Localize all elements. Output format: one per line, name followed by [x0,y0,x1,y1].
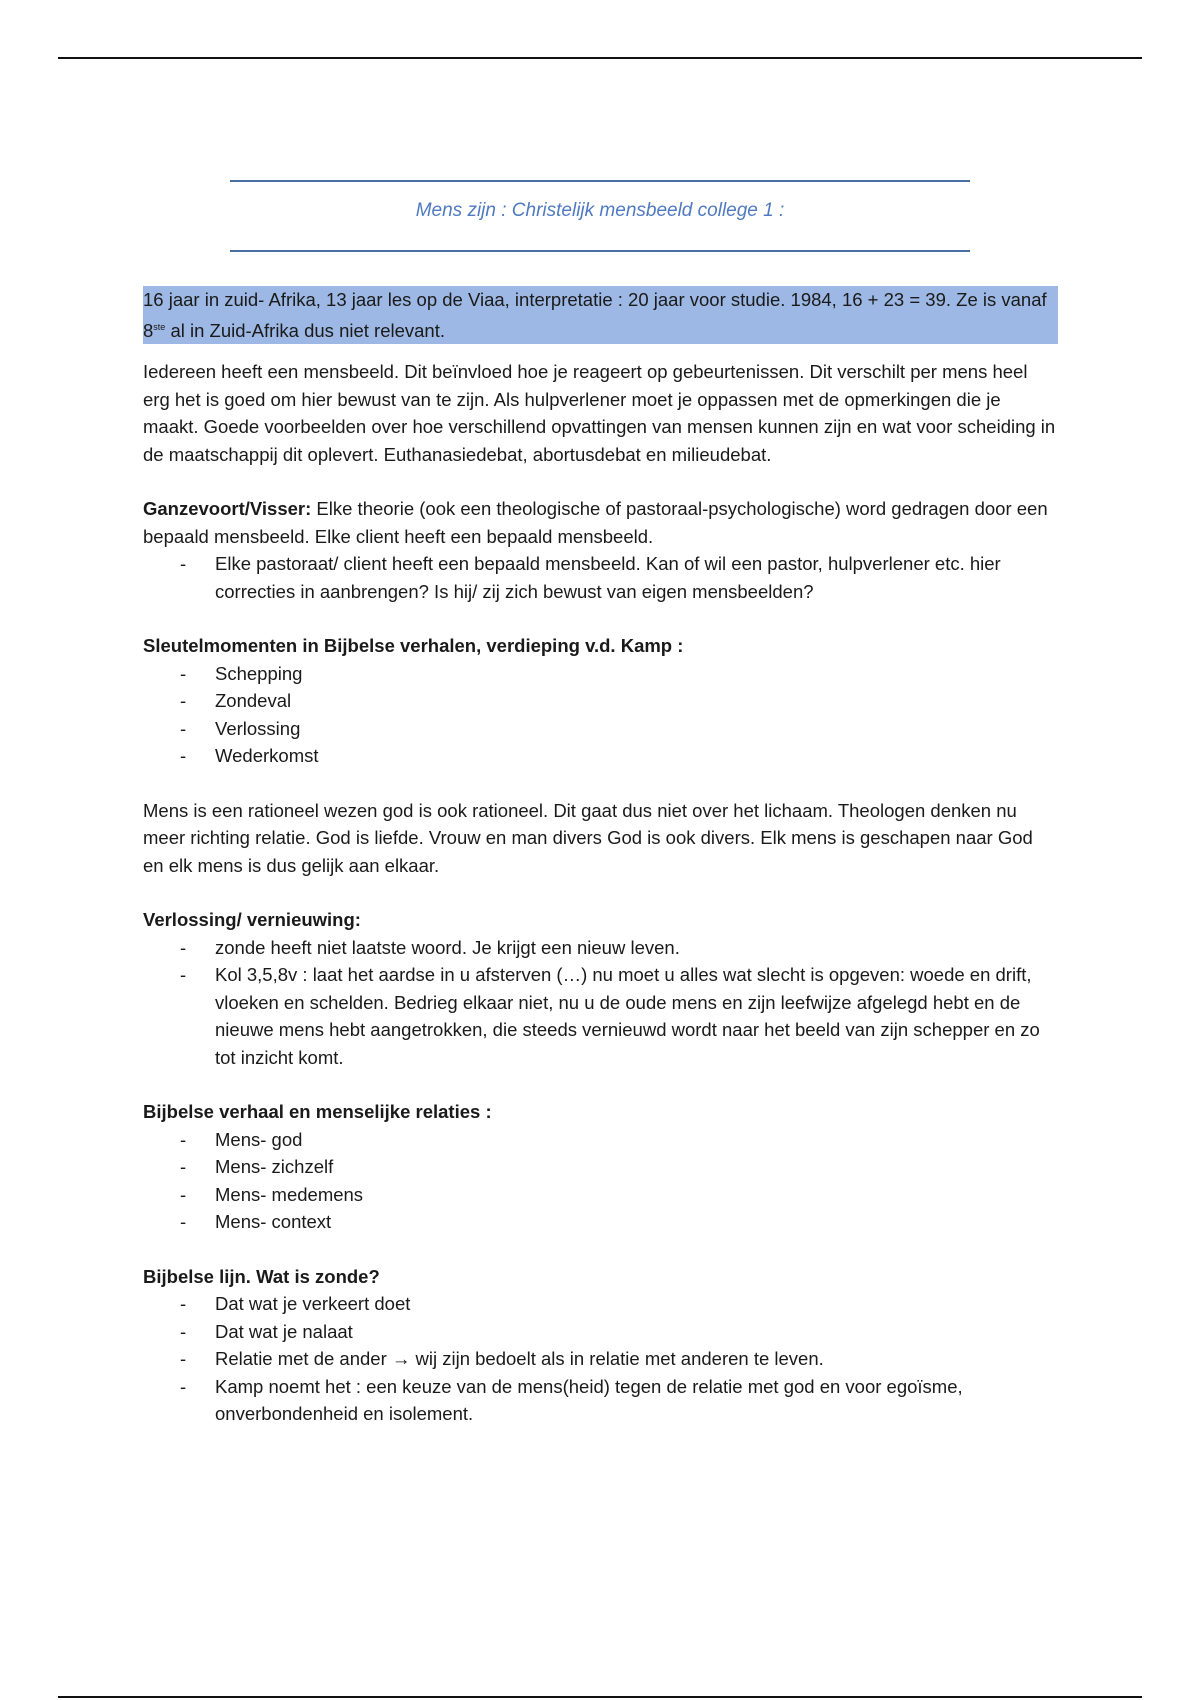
paragraph-ganzevoort [143,495,1058,550]
list-item: - Wederkomst [143,742,1058,770]
ganzevoort-label: Ganzevoort/Visser: [143,498,312,520]
dash-bullet: - [180,1211,187,1233]
list-item: - Mens- god [143,1126,1058,1154]
list-item: - Dat wat je verkeert doet [143,1290,1058,1318]
list-item: - Elke pastoraat/ client heeft een bepaald mensbeeld. Kan of wil een pastor, hulpverlener etc. hier correcties in aanbrengen? Is hij/ zij zich bewust van eigen mensbeelden? [143,550,1058,605]
list-item: - Verlossing [143,715,1058,743]
paragraph-rationeel: Mens is een rationeel wezen god is ook rationeel. Dit gaat dus niet over het lichaam. Theologen denken nu meer richting relatie. God is liefde. Vrouw en man divers God is ook divers. Elk mens is geschapen naar God en elk mens is dus gelijk aan elkaar. [143,799,1033,876]
dash-bullet: - [180,1375,187,1397]
list-item: - Dat wat je nalaat [143,1318,1058,1346]
document-body [143,286,1058,1428]
page-bottom-rule [58,1696,1142,1698]
dash-bullet: - [180,1183,187,1205]
highlighted-intro [143,286,1058,344]
dash-bullet: - [180,1156,187,1178]
relaties-list [143,1126,1058,1236]
sleutel-list [143,660,1058,770]
document-title: Mens zijn : Christelijk mensbeeld college 1 : [415,200,785,221]
dash-bullet: - [180,553,187,575]
zonde-list [143,1290,1058,1428]
dash-bullet: - [180,745,187,767]
dash-bullet: - [180,1128,187,1150]
dash-bullet: - [180,717,187,739]
ganzevoort-text: Elke theorie (ook een theologische of pastoraal-psychologische) word gedragen door een bepaald mensbeeld. Elke client heeft een bepaald mensbeeld. [143,498,1048,547]
page-top-rule [58,57,1142,59]
intro-text-part1: 16 jaar in zuid- Afrika, 13 jaar les op de Viaa, interpretatie : 20 jaar voor studie. 1984, 16 + 23 = 39. Ze is vanaf 8 [143,289,1047,341]
dash-bullet: - [180,936,187,958]
list-item: - Mens- medemens [143,1181,1058,1209]
dash-bullet: - [180,1293,187,1315]
list-item: - Zondeval [143,687,1058,715]
heading-relaties: Bijbelse verhaal en menselijke relaties : [143,1101,492,1123]
verlossing-list [143,934,1058,1072]
paragraph-mensbeeld: Iedereen heeft een mensbeeld. Dit beïnvloed hoe je reageert op gebeurtenissen. Dit verschilt per mens heel erg het is goed om hier bewust van te zijn. Als hulpverlener moet je oppassen met de opmerkingen die je maakt. Goede voorbeelden over hoe verschillend opvattingen van mensen kunnen zijn en wat voor scheiding in de maatschappij dit oplevert. Euthanasiedebat, abortusdebat en milieudebat. [143,361,1056,465]
list-item: - Kamp noemt het : een keuze van de mens(heid) tegen de relatie met god en voor egoïsme, onverbondenheid en isolement. [143,1373,1058,1428]
dash-bullet: - [180,1348,187,1370]
list-item: - Mens- context [143,1208,1058,1236]
dash-bullet: - [180,1320,187,1342]
list-item: - Schepping [143,660,1058,688]
dash-bullet: - [180,690,187,712]
dash-bullet: - [180,662,187,684]
heading-zonde: Bijbelse lijn. Wat is zonde? [143,1265,380,1287]
title-top-border [230,180,970,182]
dash-bullet: - [180,964,187,986]
title-bottom-border [230,250,970,252]
list-item: - zonde heeft niet laatste woord. Je krijgt een nieuw leven. [143,934,1058,962]
ganzevoort-list [143,550,1058,605]
list-item: - Relatie met de ander → wij zijn bedoelt als in relatie met anderen te leven. [143,1345,1058,1373]
heading-sleutelmomenten: Sleutelmomenten in Bijbelse verhalen, verdieping v.d. Kamp : [143,635,684,657]
intro-text-part2: al in Zuid-Afrika dus niet relevant. [165,319,445,341]
list-item: - Mens- zichzelf [143,1153,1058,1181]
heading-verlossing: Verlossing/ vernieuwing: [143,909,361,931]
list-item: - Kol 3,5,8v : laat het aardse in u afsterven (…) nu moet u alles wat slecht is opgeven: woede en drift, vloeken en schelden. Bedrieg elkaar niet, nu u de oude mens en zijn leefwijze afgelegd hebt en de nieuwe mens hebt aangetrokken, die steeds vernieuwd wordt naar het beeld van zijn schepper en zo tot inzicht komt. [143,961,1058,1071]
intro-superscript: ste [153,321,166,332]
